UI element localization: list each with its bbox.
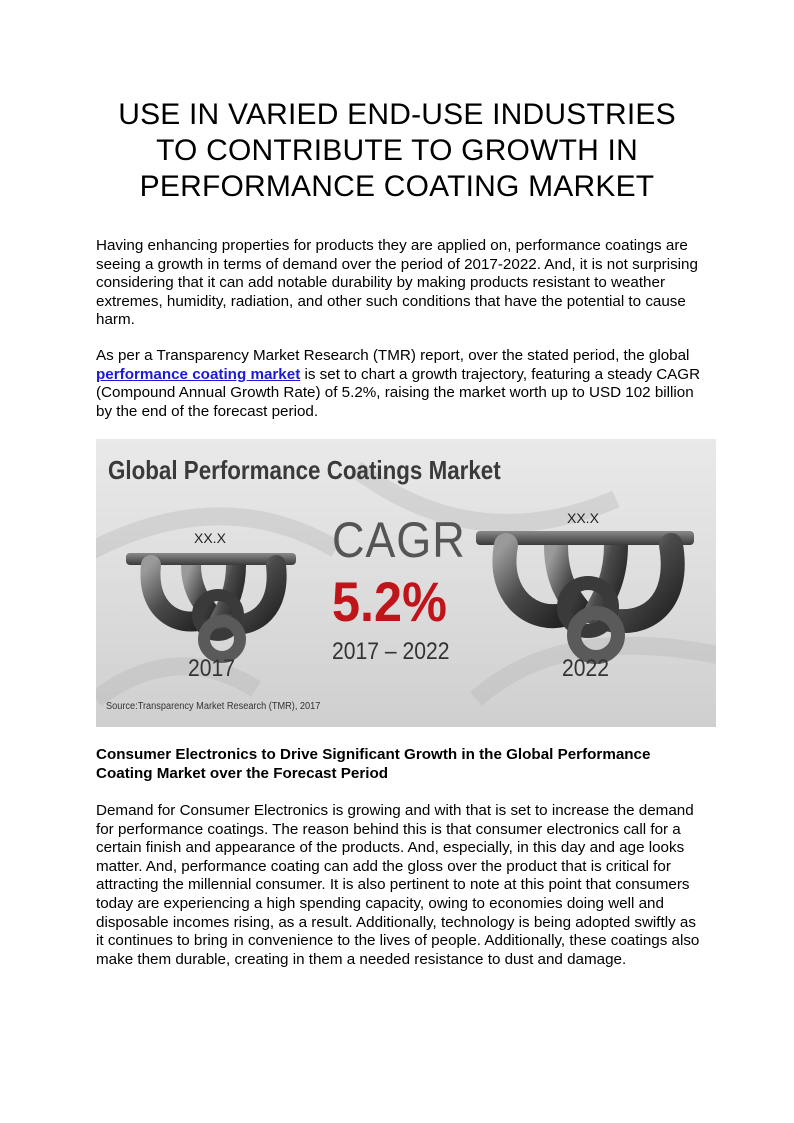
report-paragraph-text-end: is set to chart a growth trajectory, featuring a steady CAGR (Compound Annual Growth Rate) of 5.2%, raising the market worth up to USD 102 billion by the end of the forecast period. (96, 365, 701, 420)
exhaust-manifold-left-image (126, 553, 296, 657)
cagr-value: 5.2% (332, 570, 447, 633)
report-paragraph (96, 347, 702, 421)
page-title: USE IN VARIED END-USE INDUSTRIES TO CONTRIBUTE TO GROWTH IN PERFORMANCE COATING MARKET (118, 98, 676, 203)
value-2017: XX.X (194, 530, 226, 546)
value-2022: XX.X (567, 510, 599, 526)
performance-coating-market-link[interactable]: performance coating market (96, 365, 301, 383)
section-heading: Consumer Electronics to Drive Significant Growth in the Global Performance Coating Market over the Forecast Period (96, 746, 651, 782)
market-infographic (96, 439, 716, 727)
infographic-title: Global Performance Coatings Market (108, 455, 501, 485)
intro-paragraph: Having enhancing properties for products they are applied on, performance coatings are seeing a growth in terms of demand over the period of 2017-2022. And, it is not surprising considering that it can add notable durability by making products resistant to weather extremes, humidity, radiation, and other such conditions that have the potential to cause harm. (96, 237, 698, 329)
cagr-label: CAGR (332, 512, 466, 568)
report-paragraph-text-start: As per a Transparency Market Research (TMR) report, over the stated period, the global (96, 347, 690, 364)
year-2017-label: 2017 (188, 655, 235, 682)
source-note: Source:Transparency Market Research (TMR), 2017 (106, 701, 321, 712)
consumer-electronics-paragraph: Demand for Consumer Electronics is growing and with that is set to increase the demand for performance coatings. The reason behind this is that consumer electronics call for a certain finish and appearance of the products. And, especially, in this day and age looks matter. And, performance coating can add the gloss over the product that is critical for attracting the millennial consumer. It is also pertinent to note at this point that consumers today are experiencing a high spending capacity, owing to economies doing well and disposable incomes rising, as a result. Additionally, technology is being adopted swiftly as it continues to bring in convenience to the lives of people. Additionally, these coatings also make them durable, creating in them a needed resistance to dust and damage. (96, 802, 700, 968)
forecast-period: 2017 – 2022 (332, 638, 450, 665)
year-2022-label: 2022 (562, 655, 609, 682)
